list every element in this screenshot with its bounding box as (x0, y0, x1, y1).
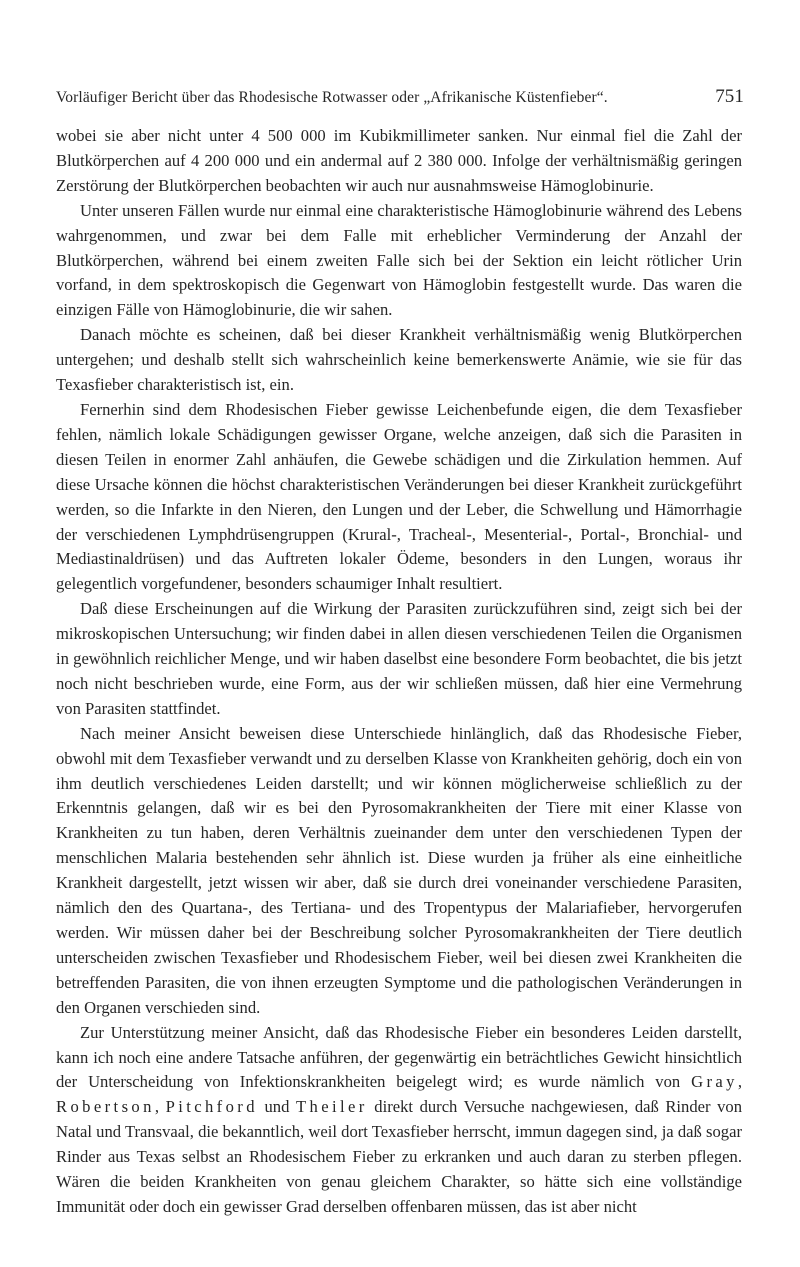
running-header (56, 86, 744, 110)
author-name-robertson: Robertson (56, 1097, 155, 1117)
separator: , (154, 1097, 166, 1117)
paragraph-continued: wobei sie aber nicht unter 4 500 000 im Kubikmillimeter sanken. Nur einmal fiel die Zahl der Blutkörperchen auf 4 200 000 und ein andermal auf 2 380 000. Infolge der verhältnismäßig geringen Zerstörung der Blutkörperchen beobachten wir auch nur ausnahmsweise Hämoglobinurie. (56, 126, 742, 195)
author-name-pitchford: Pitchford (165, 1097, 258, 1117)
separator: , (737, 1072, 742, 1092)
paragraph: Unter unseren Fällen wurde nur einmal eine charakteristische Hämoglobinurie während des Lebens wahrgenommen, und zwar bei dem Falle mit erheblicher Verminderung der Anzahl der Blutkörperchen, während bei einem zweiten Falle sich bei der Sektion ein leicht rötlicher Urin vorfand, in dem spektroskopisch die Gegenwart von Hämoglobin festgestellt wurde. Das waren die einzigen Fälle von Hämoglobinurie, die wir sahen. (56, 200, 742, 320)
paragraph-text: direkt durch Versuche nachgewiesen, daß Rinder von Natal und Transvaal, die bekanntlich, weil dort Texasfieber herrscht, immun dagegen sind, ja daß sogar Rinder aus Texas selbst an Rhodesischem Fieber zu erkranken und auch daran zu sterben pflegen. Wären die beiden Krankheiten von genau gleichem Charakter, so hätte sich eine vollständige Immunität oder doch ein gewisser Grad derselben offenbaren müssen, das ist aber nicht (56, 1097, 743, 1216)
body-text (56, 124, 742, 1220)
author-name-gray: Gray (691, 1072, 738, 1092)
connector-text: und (257, 1097, 296, 1117)
author-name-theiler: Theiler (295, 1097, 368, 1117)
running-title: Vorläufiger Bericht über das Rhodesische Rotwasser oder „Afrikanische Küstenfieber“. (56, 89, 608, 106)
paragraph: Danach möchte es scheinen, daß bei dieser Krankheit verhältnismäßig wenig Blutkörperchen untergehen; und deshalb stellt sich wahrscheinlich keine bemerkenswerte Anämie, wie sie für das Texasfieber charakteristisch ist, ein. (56, 325, 742, 395)
paragraph: Daß diese Erscheinungen auf die Wirkung der Parasiten zurückzuführen sind, zeigt sich bei der mikroskopischen Untersuchung; wir finden dabei in allen diesen verschiedenen Teilen die Organismen in gewöhnlich reichlicher Menge, und wir haben daselbst eine besondere Form beobachtet, die bis jetzt noch nicht beschrieben wurde, eine Form, aus der wir schließen müssen, daß hier eine Vermehrung von Parasiten stattfindet. (56, 599, 742, 718)
page-number: 751 (715, 86, 744, 107)
paragraph-last (56, 1021, 742, 1220)
paragraph: Nach meiner Ansicht beweisen diese Unterschiede hinlänglich, daß das Rhodesische Fieber, obwohl mit dem Texasfieber verwandt und zu derselben Klasse von Krankheiten gehörig, doch ein von ihm deutlich verschiedenes Leiden darstellt; und wir können möglicherweise schließlich zu der Erkenntnis gelangen, daß wir es bei den Pyrosomakrankheiten der Tiere mit einer Klasse von Krankheiten zu tun haben, deren Verhältnis zueinander dem unter den verschiedenen Typen der menschlichen Malaria bestehenden sehr ähnlich ist. Diese wurden ja früher als eine einheitliche Krankheit dargestellt, jetzt wissen wir aber, daß sie durch drei voneinander verschiedene Parasiten, nämlich den des Quartana-, des Tertiana- und des Tropentypus der Malariafieber, hervorgerufen werden. Wir müssen daher bei der Beschreibung solcher Pyrosomakrankheiten der Tiere deutlich unterscheiden zwischen Texasfieber und Rhodesischem Fieber, weil bei diesen zwei Krankheiten die betreffenden Parasiten, die von ihnen erzeugten Symptome und die pathologischen Veränderungen in den Organen verschieden sind. (56, 723, 742, 1017)
paragraph: Fernerhin sind dem Rhodesischen Fieber gewisse Leichenbefunde eigen, die dem Texasfieber fehlen, nämlich lokale Schädigungen gewisser Organe, welche anzeigen, daß sich die Parasiten in diesen Teilen in enormer Zahl anhäufen, die Gewebe schädigen und die Zirkulation hemmen. Auf diese Ursache können die höchst charakteristischen Veränderungen bei dieser Krankheit zurückgeführt werden, so die Infarkte in den Nieren, den Lungen und der Leber, die Schwellung und Hämorrhagie der verschiedenen Lymphdrüsengruppen (Krural-, Tracheal-, Mesenterial-, Portal-, Bronchial- und Mediastinaldrüsen) und das Auftreten lokaler Ödeme, besonders in den Lungen, woraus ihr gelegentlich vorgefundener, besonders schaumiger Inhalt resultiert. (56, 399, 742, 594)
paragraph-text: Zur Unterstützung meiner Ansicht, daß das Rhodesische Fieber ein besonderes Leiden darstellt, kann ich noch eine andere Tatsache anführen, der gegenwärtig ein beträchtliches Gewicht hinsichtlich der Unterscheidung von Infektionskrankheiten beigelegt wird; es wurde nämlich von (56, 1022, 742, 1092)
